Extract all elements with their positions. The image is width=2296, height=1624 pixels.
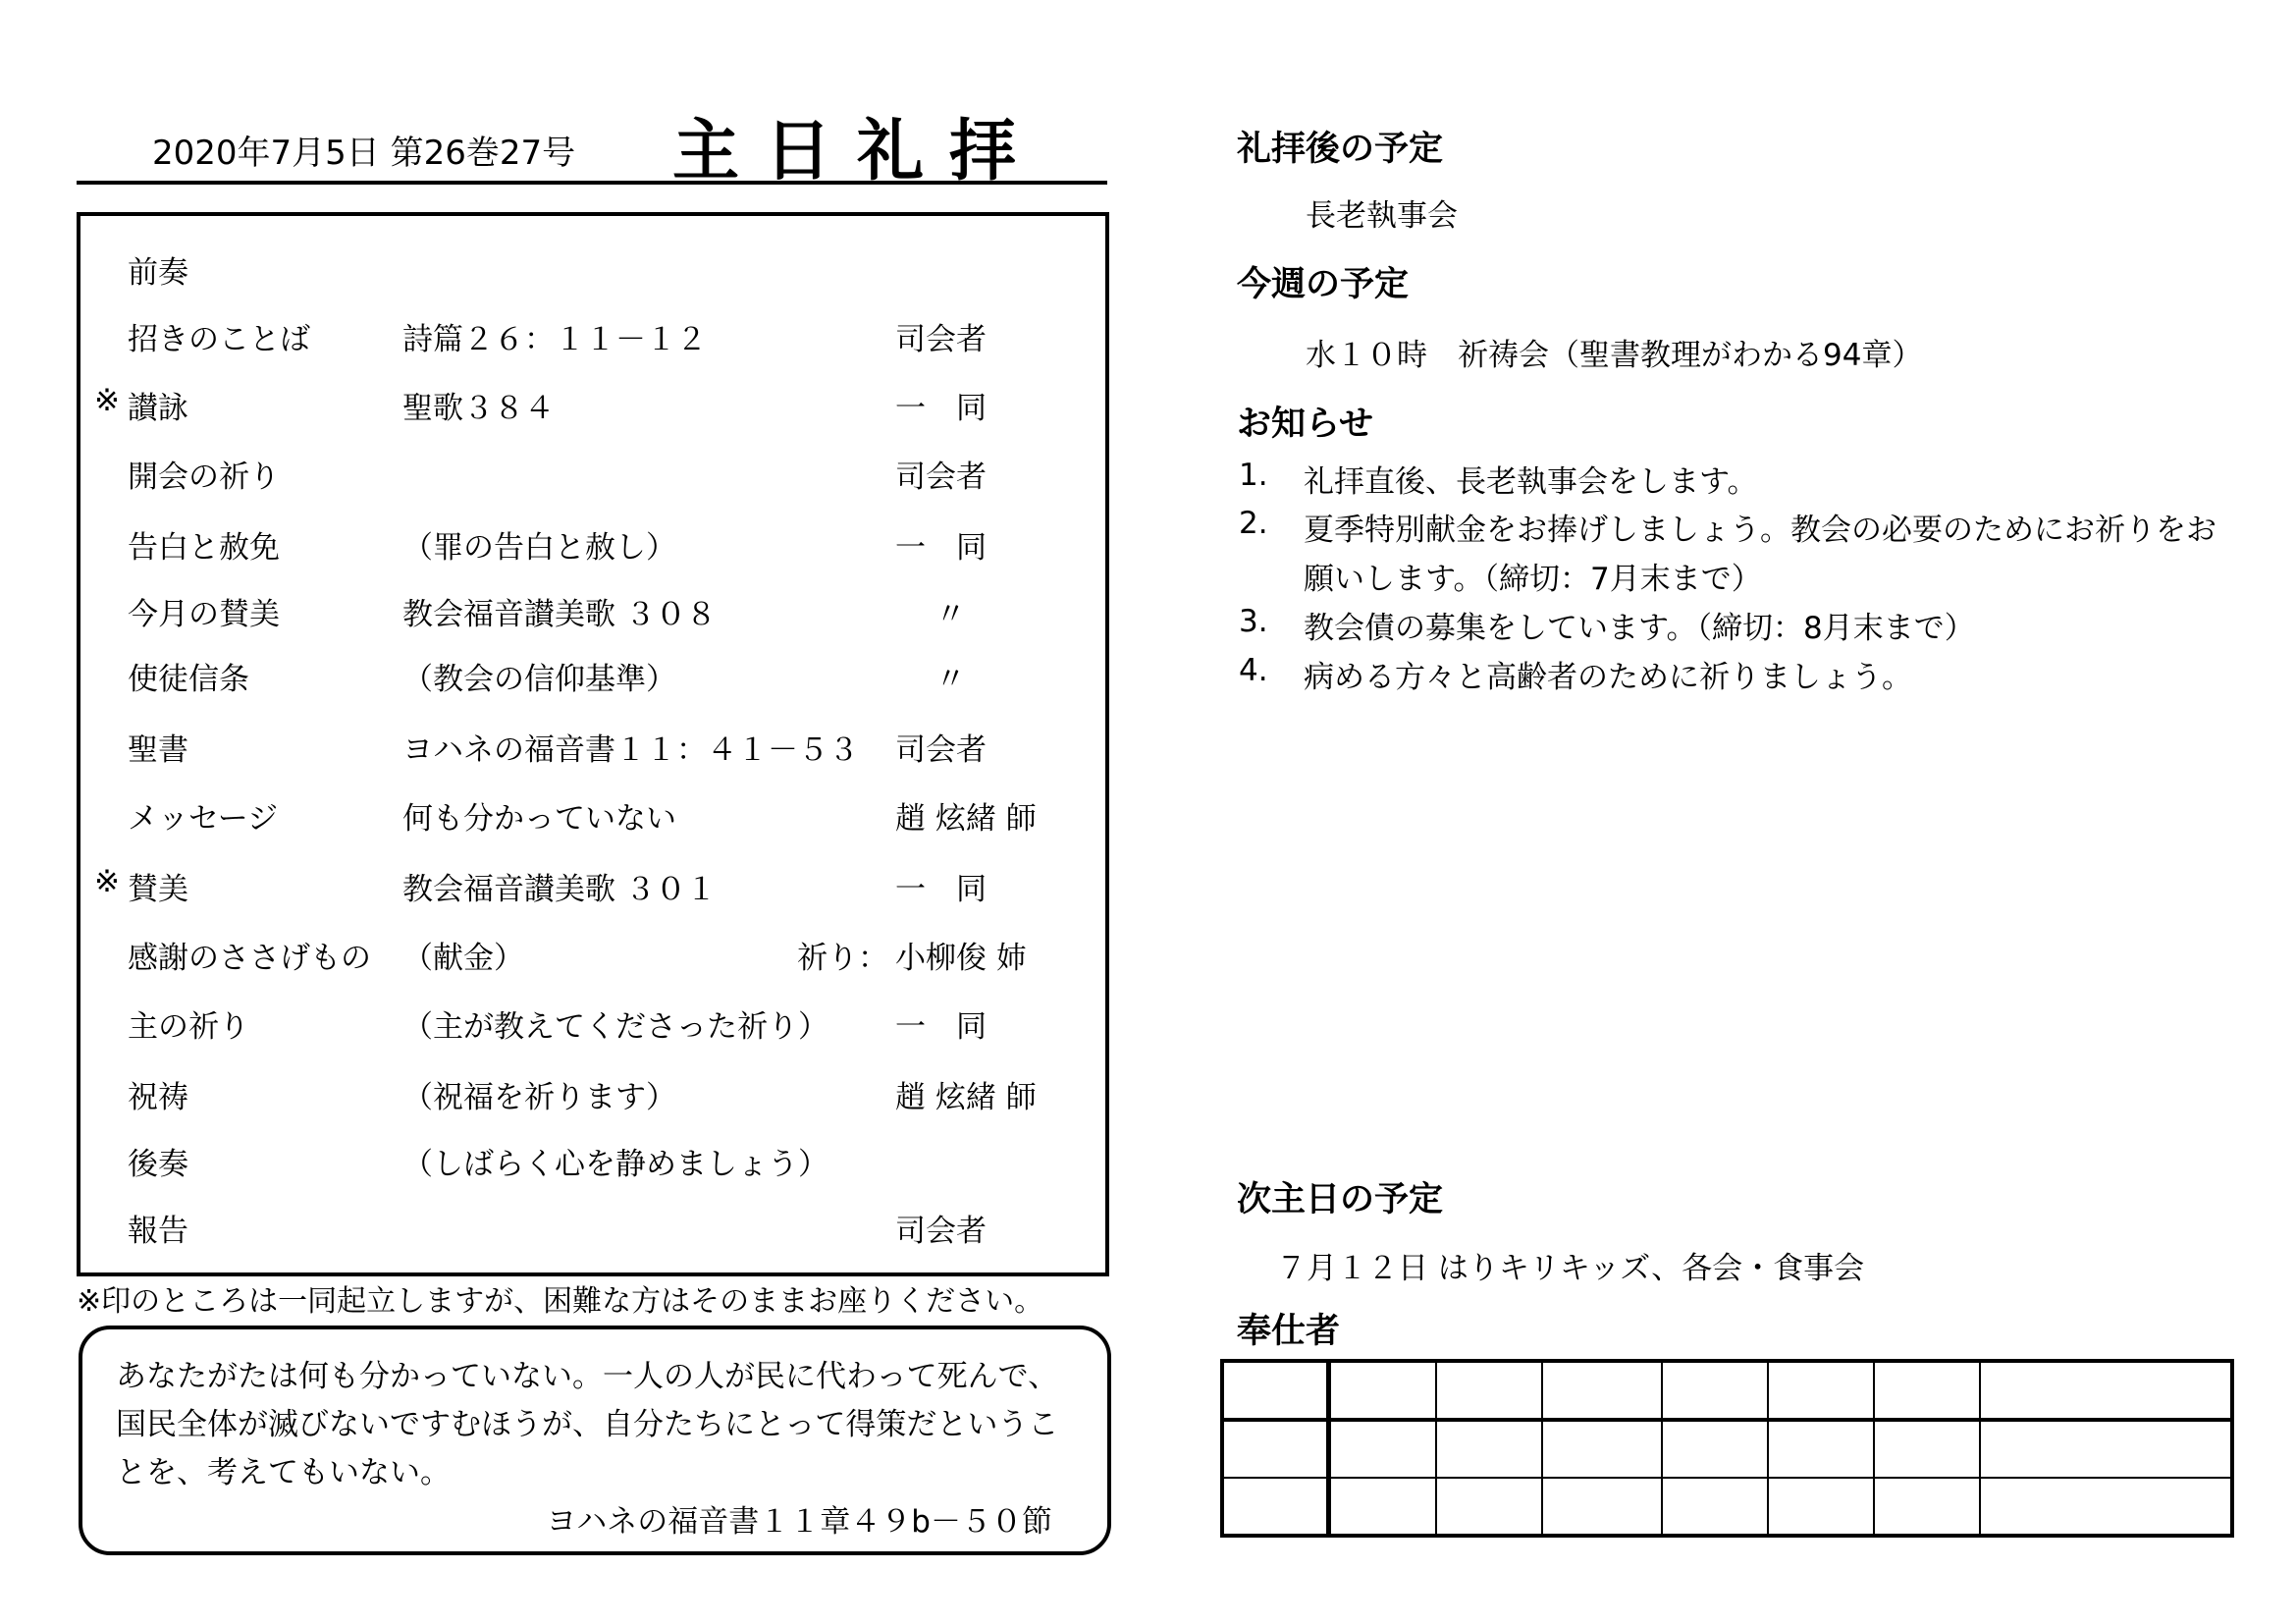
order-row-message <box>80 793 1105 837</box>
table-cell <box>1874 1361 1980 1420</box>
table-cell <box>1222 1420 1329 1478</box>
order-item: 主の祈り <box>128 1009 249 1045</box>
order-leader: 司会者 <box>895 322 987 357</box>
notice-text: 礼拝直後、長老執事会をします。 <box>1304 464 1758 500</box>
table-cell <box>1662 1361 1768 1420</box>
standing-mark: ※ <box>94 864 120 899</box>
verse-text: あなたがたは何も分かっていない。一人の人が民に代わって死んで、国民全体が滅びないですむほうが、自分たちにとって得策だということを、考えてもいない。 <box>116 1359 1059 1490</box>
table-cell <box>1874 1478 1980 1536</box>
standing-note: ※印のところは一同起立しますが、困難な方はそのままお座りください。 <box>77 1284 1044 1319</box>
table-cell <box>1222 1478 1329 1536</box>
order-leader: 一 同 <box>895 530 987 566</box>
table-cell <box>1542 1361 1662 1420</box>
order-row-call-to-worship <box>80 314 1105 357</box>
next-sunday-heading: 次主日の予定 <box>1237 1180 1444 1219</box>
order-leader: 〃 <box>895 662 966 697</box>
order-leader: 司会者 <box>895 1214 987 1249</box>
notice-number: 2. <box>1239 506 1268 541</box>
order-item: 開会の祈り <box>128 460 280 495</box>
next-sunday-text: ７月１２日 はりキリキッズ、各会・食事会 <box>1276 1251 1865 1286</box>
table-cell <box>1768 1478 1874 1536</box>
order-item: 讃詠 <box>128 391 188 426</box>
order-content: 聖歌３８４ <box>402 391 555 426</box>
table-cell <box>1329 1420 1437 1478</box>
table-cell <box>1874 1420 1980 1478</box>
this-week-heading: 今週の予定 <box>1237 265 1410 304</box>
table-cell <box>1662 1478 1768 1536</box>
order-leader: 趙 炫緒 師 <box>895 801 1037 837</box>
order-content: （罪の告白と赦し） <box>402 530 676 566</box>
table-row <box>1222 1420 2232 1478</box>
notice-text: 夏季特別献金をお捧げしましょう。教会の必要のためにお祈りをお願いします。（締切：7月末まで） <box>1304 513 2216 597</box>
table-cell <box>1542 1420 1662 1478</box>
standing-mark: ※ <box>94 383 120 418</box>
order-row-hymn <box>80 864 1105 907</box>
table-cell <box>1980 1420 2232 1478</box>
notice-item <box>1239 604 2230 653</box>
order-leader: 一 同 <box>895 872 987 907</box>
header-rule <box>77 181 1107 185</box>
order-of-worship-box <box>77 212 1109 1276</box>
order-leader: 司会者 <box>895 460 987 495</box>
order-content: 教会福音讃美歌 ３０８ <box>402 597 717 632</box>
order-leader: 一 同 <box>895 1009 987 1045</box>
order-content: （祝福を祈ります） <box>402 1080 676 1115</box>
order-content: 何も分かっていない <box>402 801 676 837</box>
order-row-doxology <box>80 383 1105 426</box>
order-row-scripture <box>80 725 1105 768</box>
order-leader: 一 同 <box>895 391 987 426</box>
table-cell <box>1768 1420 1874 1478</box>
order-leader: 趙 炫緒 師 <box>895 1080 1037 1115</box>
order-item: 賛美 <box>128 872 188 907</box>
order-item: 招きのことば <box>128 322 310 357</box>
order-content: 詩篇２６：１１－１２ <box>402 322 707 357</box>
order-row-apostles-creed <box>80 654 1105 697</box>
order-content: 教会福音讃美歌 ３０１ <box>402 872 717 907</box>
order-item: 感謝のささげもの <box>128 941 371 976</box>
order-item: メッセージ <box>128 801 279 837</box>
notice-item <box>1239 653 2230 702</box>
servants-table <box>1220 1359 2234 1538</box>
servants-heading: 奉仕者 <box>1237 1312 1341 1351</box>
order-row-announcements <box>80 1206 1105 1249</box>
order-content: （献金） <box>402 941 524 976</box>
table-row <box>1222 1361 2232 1420</box>
order-content: （主が教えてくださった祈り） <box>402 1009 828 1045</box>
order-content: ヨハネの福音書１１：４１－５３ <box>402 732 859 768</box>
table-row <box>1222 1478 2232 1536</box>
after-service-heading: 礼拝後の予定 <box>1237 130 1444 169</box>
order-row-lords-prayer <box>80 1001 1105 1045</box>
notices-heading: お知らせ <box>1237 405 1373 444</box>
order-extra: 祈り： <box>797 941 888 976</box>
order-item: 前奏 <box>128 255 188 291</box>
table-cell <box>1436 1361 1542 1420</box>
this-week-text: 水１０時 祈祷会（聖書教理がわかる94章） <box>1306 338 1923 373</box>
order-leader: 〃 <box>895 597 966 632</box>
order-row-confession <box>80 522 1105 566</box>
page-title: 主日礼拝 <box>672 113 1042 190</box>
order-item: 報告 <box>128 1214 188 1249</box>
order-item: 後奏 <box>128 1147 188 1182</box>
table-cell <box>1436 1420 1542 1478</box>
verse-box <box>79 1326 1111 1555</box>
table-cell <box>1329 1361 1437 1420</box>
notice-number: 4. <box>1239 653 1268 688</box>
notice-number: 1. <box>1239 458 1268 493</box>
table-cell <box>1662 1420 1768 1478</box>
order-row-benediction <box>80 1072 1105 1115</box>
order-content: （教会の信仰基準） <box>402 662 676 697</box>
table-cell <box>1980 1478 2232 1536</box>
after-service-text: 長老執事会 <box>1306 198 1458 234</box>
notice-number: 3. <box>1239 604 1268 639</box>
order-leader: 小柳俊 姉 <box>895 941 1027 976</box>
order-row-opening-prayer <box>80 452 1105 495</box>
verse-reference: ヨハネの福音書１１章４９b－５０節 <box>546 1504 1052 1540</box>
order-item: 祝祷 <box>128 1080 188 1115</box>
order-content: （しばらく心を静めましょう） <box>402 1147 828 1182</box>
table-cell <box>1329 1478 1437 1536</box>
table-cell <box>1436 1478 1542 1536</box>
order-row-prelude <box>80 247 1105 291</box>
order-item: 告白と赦免 <box>128 530 280 566</box>
table-cell <box>1980 1361 2232 1420</box>
order-item: 今月の賛美 <box>128 597 280 632</box>
notice-text: 教会債の募集をしています。（締切：8月末まで） <box>1304 611 1975 646</box>
order-leader: 司会者 <box>895 732 987 768</box>
notice-item <box>1239 506 2230 604</box>
date-issue: 2020年7月5日 第26巻27号 <box>152 134 576 173</box>
notice-item <box>1239 458 2230 507</box>
order-row-monthly-hymn <box>80 589 1105 632</box>
order-row-postlude <box>80 1139 1105 1182</box>
table-cell <box>1542 1478 1662 1536</box>
notice-text: 病める方々と高齢者のために祈りましょう。 <box>1304 660 1912 695</box>
order-item: 使徒信条 <box>128 662 249 697</box>
table-cell <box>1768 1361 1874 1420</box>
order-row-offering <box>80 933 1105 976</box>
order-item: 聖書 <box>128 732 188 768</box>
table-cell <box>1222 1361 1329 1420</box>
